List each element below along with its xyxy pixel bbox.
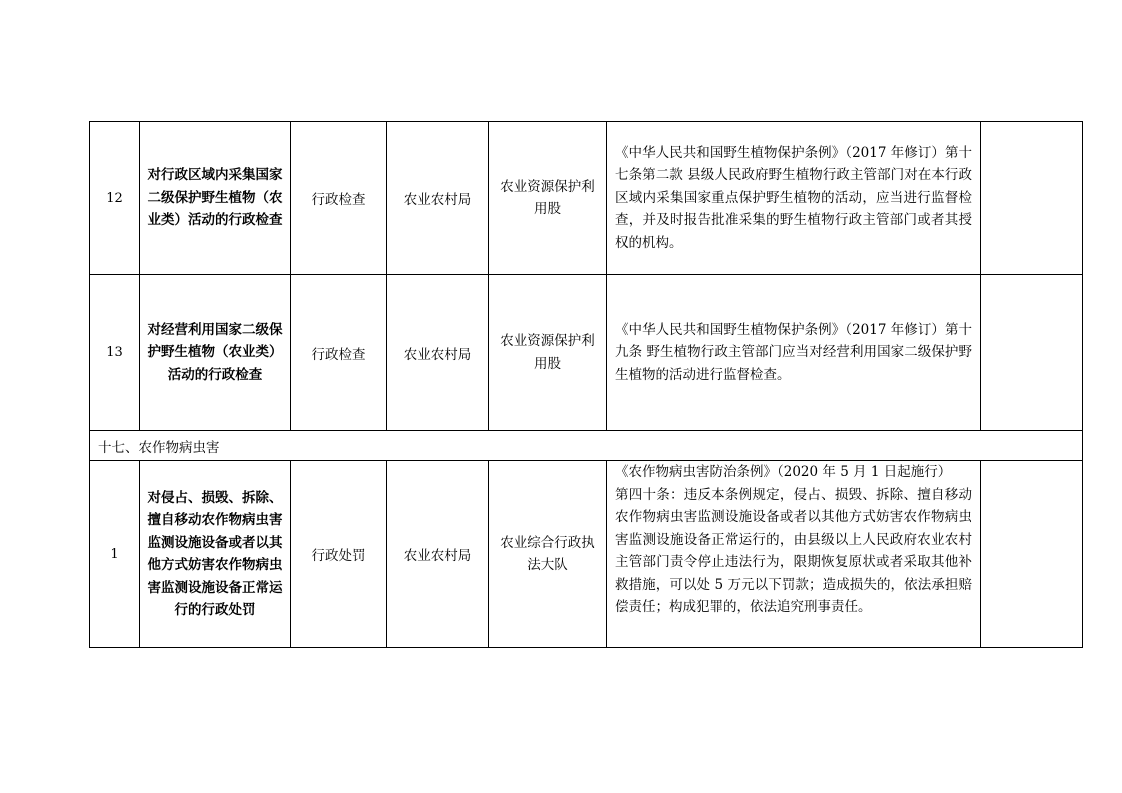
legal-basis-body: 第四十条：违反本条例规定，侵占、损毁、拆除、擅自移动农作物病虫害监测设施设备或者以其他方式妨害农作物病虫害监测设施设备正常运行的，由县级以上人民政府农业农村主管部门责令停止违法行为，限期恢复原状或者采取其他补救措施，可以处 5 万元以下罚款；造成损失的，依法承担赔偿责任；构成犯罪的，依法追究刑事责任。 xyxy=(615,486,972,615)
item-name: 对侵占、损毁、拆除、擅自移动农作物病虫害监测设施设备或者以其他方式妨害农作物病虫害监测设施设备正常运行的行政处罚 xyxy=(140,461,291,648)
responsible-unit: 农业资源保护利用股 xyxy=(489,275,607,431)
table-row xyxy=(90,461,1083,648)
row-number: 13 xyxy=(90,275,140,431)
item-type: 行政处罚 xyxy=(291,461,387,648)
department: 农业农村局 xyxy=(387,461,489,648)
remark xyxy=(981,461,1083,648)
responsible-unit: 农业资源保护利用股 xyxy=(489,122,607,275)
legal-basis: 《中华人民共和国野生植物保护条例》（2017 年修订）第十九条 野生植物行政主管部门应当对经营利用国家二级保护野生植物的活动进行监督检查。 xyxy=(607,275,981,431)
remark xyxy=(981,275,1083,431)
legal-basis: 《中华人民共和国野生植物保护条例》（2017 年修订）第十七条第二款 县级人民政府野生植物行政主管部门对在本行政区域内采集国家重点保护野生植物的活动，应当进行监督检查，并及时报告批准采集的野生植物行政主管部门或者其授权的机构。 xyxy=(607,122,981,275)
section-header-row xyxy=(90,431,1083,461)
responsible-unit: 农业综合行政执法大队 xyxy=(489,461,607,648)
remark xyxy=(981,122,1083,275)
regulation-table xyxy=(89,121,1083,648)
section-title: 十七、农作物病虫害 xyxy=(90,431,1083,461)
department: 农业农村局 xyxy=(387,122,489,275)
legal-basis xyxy=(607,461,981,648)
row-number: 1 xyxy=(90,461,140,648)
item-name: 对经营利用国家二级保护野生植物（农业类）活动的行政检查 xyxy=(140,275,291,431)
item-type: 行政检查 xyxy=(291,275,387,431)
item-name: 对行政区域内采集国家二级保护野生植物（农业类）活动的行政检查 xyxy=(140,122,291,275)
table-row xyxy=(90,122,1083,275)
item-type: 行政检查 xyxy=(291,122,387,275)
row-number: 12 xyxy=(90,122,140,275)
legal-basis-title: 《农作物病虫害防治条例》（2020 年 5 月 1 日起施行） xyxy=(615,464,952,480)
department: 农业农村局 xyxy=(387,275,489,431)
table-row xyxy=(90,275,1083,431)
